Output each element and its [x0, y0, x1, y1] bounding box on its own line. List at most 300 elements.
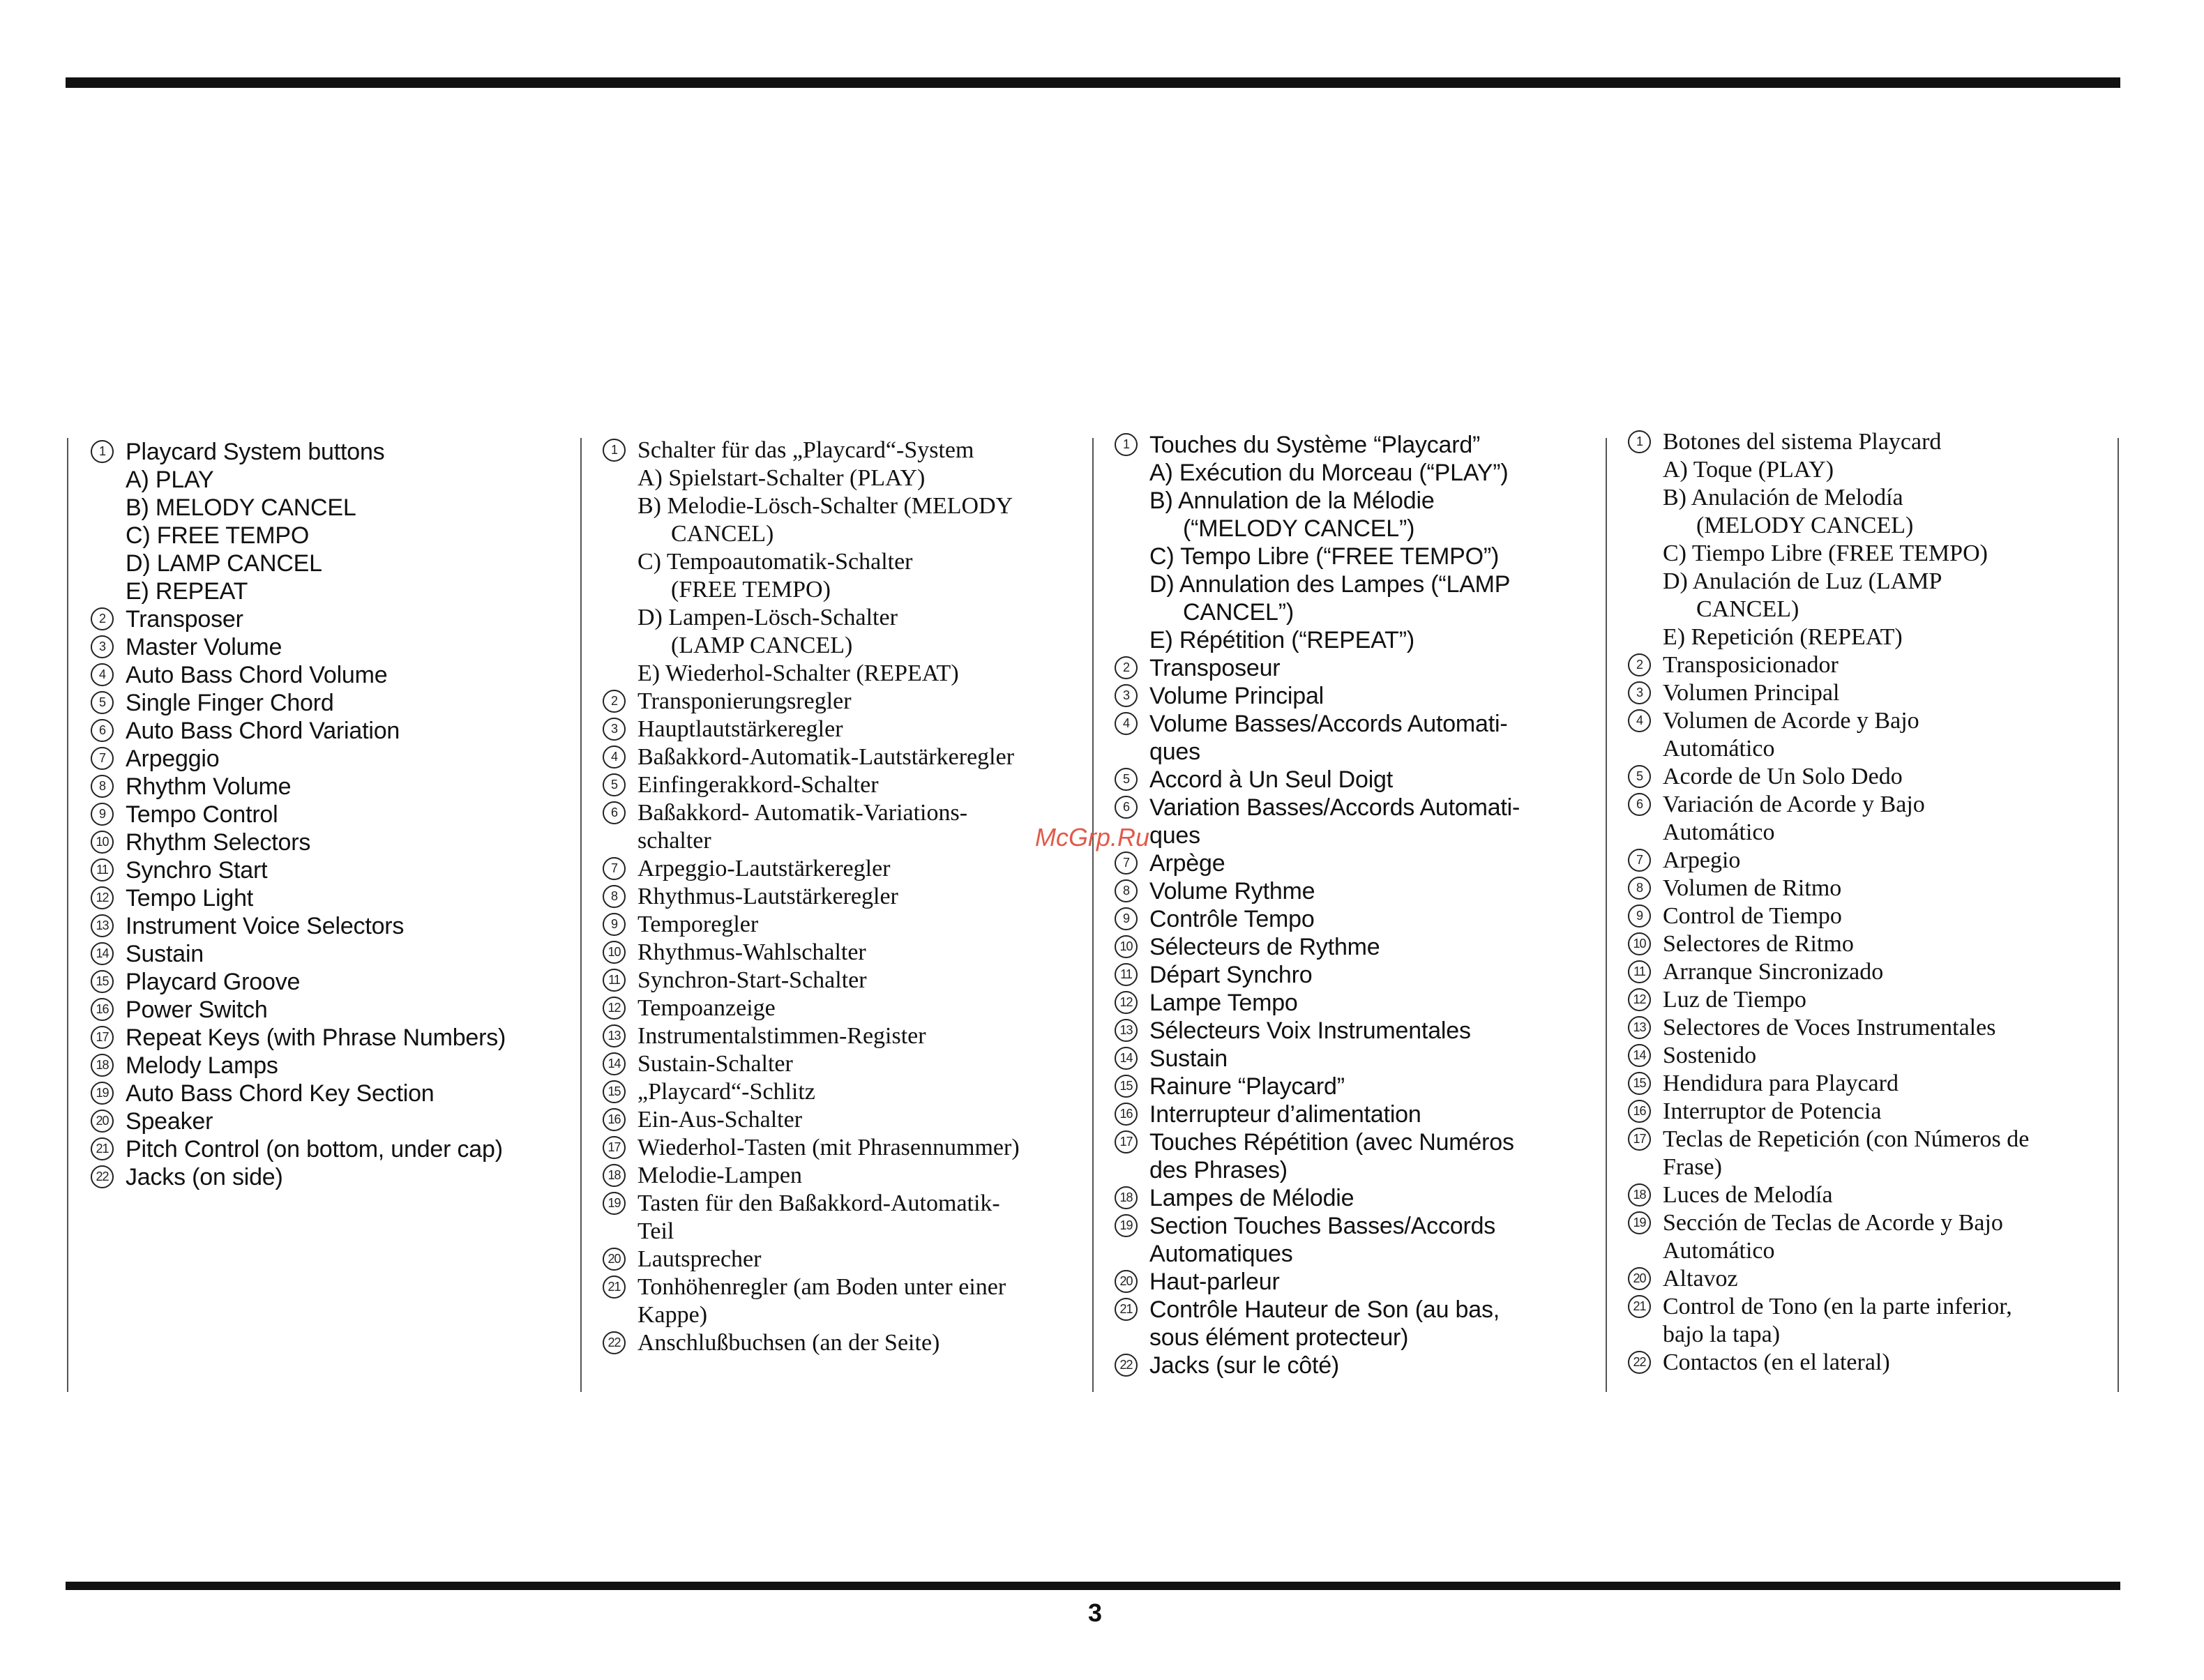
- legend-item: [1115, 961, 1596, 989]
- legend-item: [603, 911, 1084, 939]
- item-label: Synchron-Start-Schalter: [637, 967, 867, 993]
- legend-item: [1115, 1100, 1596, 1128]
- item-number-badge: 20: [603, 1248, 626, 1271]
- item-number-badge: 5: [1115, 768, 1138, 791]
- legend-item: [1115, 849, 1596, 877]
- legend-item: [603, 1190, 1084, 1218]
- item-label: Sostenido: [1663, 1043, 1757, 1068]
- item-label: Contrôle Hauteur de Son (au bas,: [1149, 1296, 1500, 1323]
- legend-continuation: ques: [1149, 739, 1200, 765]
- item-label: Teclas de Repetición (con Números de: [1663, 1126, 2030, 1152]
- item-number-badge: 2: [603, 690, 626, 713]
- item-label: Auto Bass Chord Volume: [126, 662, 388, 688]
- item-label: Rhythmus-Wahlschalter: [637, 939, 866, 965]
- legend-continuation: CANCEL”): [1183, 599, 1294, 626]
- item-number-badge: 20: [91, 1110, 114, 1133]
- legend-item: [1628, 1293, 2109, 1321]
- item-number-badge: 15: [1628, 1072, 1651, 1095]
- item-label: Départ Synchro: [1149, 962, 1313, 988]
- item-number-badge: 9: [91, 803, 114, 826]
- item-number-badge: 14: [1628, 1044, 1651, 1067]
- legend-continuation: CANCEL): [1696, 596, 1799, 622]
- item-label: Speaker: [126, 1108, 213, 1135]
- item-number-badge: 11: [603, 969, 626, 992]
- item-number-badge: 13: [1115, 1019, 1138, 1042]
- legend-item: [603, 1329, 1084, 1357]
- item-label: Lampe Tempo: [1149, 990, 1298, 1016]
- legend-item: [1115, 766, 1596, 794]
- legend-item: [603, 855, 1084, 883]
- legend-item: [603, 883, 1084, 911]
- legend-continuation: (LAMP CANCEL): [671, 633, 853, 658]
- item-number-badge: 17: [603, 1136, 626, 1159]
- item-number-badge: 8: [603, 885, 626, 908]
- item-number-badge: 16: [91, 998, 114, 1021]
- item-number-badge: 15: [91, 970, 114, 993]
- legend-subitem: B) Annulation de la Mélodie: [1149, 487, 1435, 514]
- legend-item: [91, 661, 572, 689]
- legend-item: [1628, 707, 2109, 735]
- item-label: Tasten für den Baßakkord-Automatik-: [637, 1190, 1000, 1216]
- legend-item: [1115, 1073, 1596, 1100]
- item-label: Tempoanzeige: [637, 995, 776, 1021]
- item-number-badge: 7: [603, 857, 626, 880]
- item-number-badge: 9: [1628, 905, 1651, 928]
- item-number-badge: 1: [91, 440, 114, 463]
- legend-subitem: A) Spielstart-Schalter (PLAY): [637, 465, 926, 491]
- item-number-badge: 19: [91, 1082, 114, 1105]
- legend-subitem: C) Tempo Libre (“FREE TEMPO”): [1149, 543, 1500, 570]
- legend-item: [603, 688, 1084, 716]
- item-label: Repeat Keys (with Phrase Numbers): [126, 1024, 506, 1051]
- legend-continuation: Automatiques: [1149, 1241, 1293, 1267]
- item-number-badge: 16: [603, 1108, 626, 1131]
- item-label: Selectores de Voces Instrumentales: [1663, 1015, 1996, 1040]
- item-label: Jacks (sur le côté): [1149, 1352, 1340, 1379]
- legend-subitem: E) REPEAT: [126, 578, 248, 605]
- legend-item: [91, 689, 572, 717]
- item-number-badge: 2: [1628, 653, 1651, 676]
- legend-item: [1115, 794, 1596, 822]
- legend-item: [91, 828, 572, 856]
- legend-item: [603, 743, 1084, 771]
- legend-item: [1628, 1181, 2109, 1209]
- item-label: Tempo Control: [126, 801, 278, 828]
- legend-continuation: sous élément protecteur): [1149, 1324, 1409, 1351]
- legend-item: [1628, 958, 2109, 986]
- item-number-badge: 20: [1628, 1267, 1651, 1290]
- item-number-badge: 19: [603, 1192, 626, 1215]
- legend-item: [1628, 763, 2109, 791]
- legend-item: [603, 994, 1084, 1022]
- item-number-badge: 1: [1115, 433, 1138, 456]
- column-separator: [1606, 438, 1607, 1392]
- item-number-badge: 12: [603, 997, 626, 1020]
- item-label: Auto Bass Chord Variation: [126, 718, 400, 744]
- item-label: „Playcard“-Schlitz: [637, 1079, 815, 1105]
- legend-item: [1115, 1184, 1596, 1212]
- item-label: Baßakkord- Automatik-Variations-: [637, 800, 968, 826]
- legend-item: [91, 1135, 572, 1163]
- item-label: Synchro Start: [126, 857, 268, 884]
- legend-subitem: E) Repetición (REPEAT): [1663, 624, 1903, 650]
- legend-continuation: (FREE TEMPO): [671, 577, 831, 603]
- legend-item: [1115, 654, 1596, 682]
- legend-item: [603, 1022, 1084, 1050]
- item-number-badge: 8: [1115, 879, 1138, 902]
- item-number-badge: 21: [603, 1276, 626, 1299]
- item-label: Volume Rythme: [1149, 878, 1315, 905]
- item-label: Instrumentalstimmen-Register: [637, 1023, 926, 1049]
- item-number-badge: 17: [1628, 1128, 1651, 1151]
- item-number-badge: 18: [1115, 1186, 1138, 1209]
- item-label: Sección de Teclas de Acorde y Bajo: [1663, 1210, 2003, 1236]
- item-label: Sélecteurs Voix Instrumentales: [1149, 1017, 1471, 1044]
- item-label: Power Switch: [126, 997, 268, 1023]
- legend-item: [1115, 1352, 1596, 1379]
- legend-item: [1115, 682, 1596, 710]
- item-label: Jacks (on side): [126, 1164, 283, 1190]
- item-label: Tonhöhenregler (am Boden unter einer: [637, 1274, 1006, 1300]
- item-label: Lampes de Mélodie: [1149, 1185, 1354, 1211]
- item-number-badge: 12: [91, 886, 114, 909]
- legend-item: [1115, 877, 1596, 905]
- legend-item: [1628, 428, 2109, 456]
- legend-item: [1628, 679, 2109, 707]
- legend-item: [1628, 1014, 2109, 1042]
- legend-item: [91, 912, 572, 940]
- item-label: Einfingerakkord-Schalter: [637, 772, 879, 798]
- item-number-badge: 5: [603, 773, 626, 796]
- legend-subitem: B) MELODY CANCEL: [126, 494, 356, 521]
- legend-subitem: D) LAMP CANCEL: [126, 550, 322, 577]
- item-label: Botones del sistema Playcard: [1663, 429, 1942, 455]
- column-german: [603, 437, 1084, 1357]
- item-number-badge: 18: [91, 1054, 114, 1077]
- item-label: Auto Bass Chord Key Section: [126, 1080, 435, 1107]
- item-number-badge: 8: [91, 775, 114, 798]
- legend-item: [603, 1246, 1084, 1273]
- item-label: Melodie-Lampen: [637, 1163, 803, 1188]
- legend-item: [91, 633, 572, 661]
- item-number-badge: 7: [1115, 852, 1138, 875]
- item-number-badge: 19: [1115, 1214, 1138, 1237]
- legend-continuation: CANCEL): [671, 521, 774, 547]
- item-label: Accord à Un Seul Doigt: [1149, 766, 1393, 793]
- item-number-badge: 13: [603, 1024, 626, 1047]
- item-number-badge: 14: [91, 942, 114, 965]
- item-number-badge: 7: [1628, 849, 1651, 872]
- top-rule: [66, 77, 2120, 88]
- column-separator: [2118, 438, 2119, 1392]
- legend-item: [1115, 1045, 1596, 1073]
- legend-subitem: B) Melodie-Lösch-Schalter (MELODY: [637, 493, 1013, 519]
- legend-item: [1628, 1070, 2109, 1098]
- item-label: Control de Tono (en la parte inferior,: [1663, 1294, 2012, 1319]
- legend-continuation: Automático: [1663, 736, 1775, 762]
- item-number-badge: 13: [91, 914, 114, 937]
- item-number-badge: 15: [603, 1080, 626, 1103]
- legend-continuation: schalter: [637, 828, 711, 854]
- item-number-badge: 3: [1115, 684, 1138, 707]
- legend-item: [1115, 1017, 1596, 1045]
- item-label: Altavoz: [1663, 1266, 1738, 1292]
- legend-item: [603, 1106, 1084, 1134]
- item-number-badge: 1: [603, 439, 626, 462]
- item-number-badge: 11: [1115, 963, 1138, 986]
- legend-item: [603, 799, 1084, 827]
- item-label: Playcard System buttons: [126, 439, 385, 465]
- item-label: Hendidura para Playcard: [1663, 1070, 1899, 1096]
- item-number-badge: 15: [1115, 1075, 1138, 1098]
- legend-continuation: ques: [1149, 822, 1200, 849]
- item-label: Interrupteur d’alimentation: [1149, 1101, 1421, 1128]
- item-number-badge: 22: [91, 1165, 114, 1188]
- item-number-badge: 22: [1115, 1354, 1138, 1377]
- item-label: Playcard Groove: [126, 969, 301, 995]
- item-number-badge: 22: [603, 1331, 626, 1354]
- item-number-badge: 11: [91, 858, 114, 881]
- item-number-badge: 18: [603, 1164, 626, 1187]
- legend-subitem: A) Toque (PLAY): [1663, 457, 1834, 483]
- legend-continuation: des Phrases): [1149, 1157, 1288, 1183]
- legend-item: [1628, 651, 2109, 679]
- item-label: Volume Basses/Accords Automati-: [1149, 711, 1508, 737]
- item-label: Sustain: [1149, 1045, 1228, 1072]
- legend-item: [603, 437, 1084, 464]
- column-separator: [67, 438, 68, 1392]
- item-label: Haut-parleur: [1149, 1269, 1280, 1295]
- item-label: Temporegler: [637, 911, 759, 937]
- legend-item: [1628, 1349, 2109, 1377]
- legend-continuation: Kappe): [637, 1302, 708, 1328]
- item-label: Touches Répétition (avec Numéros: [1149, 1129, 1514, 1156]
- column-french: [1115, 431, 1596, 1379]
- item-label: Touches du Système “Playcard”: [1149, 432, 1481, 458]
- item-number-badge: 1: [1628, 430, 1651, 453]
- legend-subitem: A) PLAY: [126, 467, 214, 493]
- item-number-badge: 14: [1115, 1047, 1138, 1070]
- item-label: Variación de Acorde y Bajo: [1663, 792, 1925, 817]
- legend-item: [1628, 1209, 2109, 1237]
- item-number-badge: 20: [1115, 1270, 1138, 1293]
- legend-item: [1628, 930, 2109, 958]
- item-number-badge: 3: [603, 718, 626, 741]
- legend-subitem: E) Répétition (“REPEAT”): [1149, 627, 1414, 653]
- item-label: Transponierungsregler: [637, 688, 852, 714]
- item-number-badge: 10: [91, 831, 114, 854]
- legend-item: [1115, 905, 1596, 933]
- item-number-badge: 3: [1628, 681, 1651, 704]
- legend-item: [91, 968, 572, 996]
- column-spanish: [1628, 428, 2109, 1377]
- item-label: Instrument Voice Selectors: [126, 913, 405, 939]
- column-separator: [1092, 438, 1094, 1392]
- legend-subitem: D) Lampen-Lösch-Schalter: [637, 605, 898, 630]
- legend-subitem: C) Tiempo Libre (FREE TEMPO): [1663, 540, 1988, 566]
- item-label: Selectores de Ritmo: [1663, 931, 1854, 957]
- item-label: Anschlußbuchsen (an der Seite): [637, 1330, 940, 1356]
- item-number-badge: 12: [1628, 988, 1651, 1011]
- legend-item: [1628, 902, 2109, 930]
- item-label: Wiederhol-Tasten (mit Phrasennummer): [637, 1135, 1020, 1160]
- legend-item: [91, 605, 572, 633]
- item-label: Tempo Light: [126, 885, 254, 911]
- legend-continuation: Teil: [637, 1218, 674, 1244]
- item-number-badge: 4: [1115, 712, 1138, 735]
- item-number-badge: 4: [91, 663, 114, 686]
- item-number-badge: 21: [1628, 1295, 1651, 1318]
- item-number-badge: 2: [91, 607, 114, 630]
- item-label: Arpeggio: [126, 746, 220, 772]
- legend-subitem: C) Tempoautomatik-Schalter: [637, 549, 913, 575]
- item-number-badge: 10: [1628, 932, 1651, 955]
- item-label: Transposeur: [1149, 655, 1281, 681]
- legend-item: [1628, 847, 2109, 875]
- item-label: Master Volume: [126, 634, 282, 660]
- page-number: 3: [1087, 1598, 1103, 1627]
- legend-subitem: D) Annulation des Lampes (“LAMP: [1149, 571, 1511, 598]
- item-label: Lautsprecher: [637, 1246, 762, 1272]
- item-number-badge: 6: [1115, 796, 1138, 819]
- item-label: Sélecteurs de Rythme: [1149, 934, 1380, 960]
- legend-item: [91, 773, 572, 801]
- item-label: Volumen de Acorde y Bajo: [1663, 708, 1919, 734]
- legend-item: [603, 1162, 1084, 1190]
- item-label: Rhythm Volume: [126, 773, 292, 800]
- legend-continuation: bajo la tapa): [1663, 1322, 1781, 1347]
- legend-continuation: Frase): [1663, 1154, 1722, 1180]
- legend-subitem: C) FREE TEMPO: [126, 522, 310, 549]
- item-number-badge: 22: [1628, 1351, 1651, 1374]
- legend-item: [1115, 1212, 1596, 1240]
- item-label: Rhythmus-Lautstärkeregler: [637, 884, 898, 909]
- item-label: Section Touches Basses/Accords: [1149, 1213, 1496, 1239]
- legend-item: [1628, 1265, 2109, 1293]
- item-label: Interruptor de Potencia: [1663, 1098, 1882, 1124]
- legend-item: [603, 967, 1084, 994]
- item-label: Baßakkord-Automatik-Lautstärkeregler: [637, 744, 1015, 770]
- item-number-badge: 6: [1628, 793, 1651, 816]
- legend-subitem: A) Exécution du Morceau (“PLAY”): [1149, 460, 1509, 486]
- item-number-badge: 8: [1628, 877, 1651, 900]
- item-number-badge: 18: [1628, 1183, 1651, 1206]
- legend-item: [91, 745, 572, 773]
- item-label: Volume Principal: [1149, 683, 1324, 709]
- item-label: Volumen de Ritmo: [1663, 875, 1842, 901]
- legend-item: [1628, 1126, 2109, 1153]
- legend-item: [91, 856, 572, 884]
- item-label: Melody Lamps: [126, 1052, 278, 1079]
- legend-item: [1115, 933, 1596, 961]
- legend-continuation: Automático: [1663, 819, 1775, 845]
- legend-item: [91, 1024, 572, 1052]
- item-number-badge: 9: [603, 913, 626, 936]
- item-number-badge: 3: [91, 635, 114, 658]
- item-label: Transposicionador: [1663, 652, 1839, 678]
- item-number-badge: 6: [91, 719, 114, 742]
- legend-item: [91, 1163, 572, 1191]
- legend-item: [1115, 1268, 1596, 1296]
- item-number-badge: 21: [91, 1137, 114, 1160]
- legend-item: [1628, 986, 2109, 1014]
- item-label: Rhythm Selectors: [126, 829, 311, 856]
- legend-continuation: (MELODY CANCEL): [1696, 513, 1914, 538]
- legend-item: [603, 1050, 1084, 1078]
- item-number-badge: 14: [603, 1052, 626, 1075]
- legend-continuation: (“MELODY CANCEL”): [1183, 515, 1415, 542]
- item-number-badge: 5: [91, 691, 114, 714]
- item-number-badge: 10: [1115, 935, 1138, 958]
- item-number-badge: 19: [1628, 1211, 1651, 1234]
- legend-item: [1628, 875, 2109, 902]
- legend-item: [91, 940, 572, 968]
- bottom-rule: [66, 1582, 2120, 1590]
- item-number-badge: 11: [1628, 960, 1651, 983]
- legend-item: [91, 1080, 572, 1107]
- item-label: Sustain-Schalter: [637, 1051, 793, 1077]
- item-label: Ein-Aus-Schalter: [637, 1107, 803, 1133]
- legend-item: [1115, 1296, 1596, 1324]
- item-label: Arpège: [1149, 850, 1225, 877]
- legend-item: [1628, 1042, 2109, 1070]
- item-label: Pitch Control (on bottom, under cap): [126, 1136, 503, 1163]
- legend-item: [603, 716, 1084, 743]
- legend-subitem: E) Wiederhol-Schalter (REPEAT): [637, 660, 959, 686]
- legend-subitem: B) Anulación de Melodía: [1663, 485, 1903, 510]
- legend-item: [91, 1107, 572, 1135]
- item-label: Volumen Principal: [1663, 680, 1840, 706]
- legend-item: [1115, 431, 1596, 459]
- legend-item: [91, 801, 572, 828]
- item-number-badge: 16: [1115, 1103, 1138, 1126]
- item-label: Transposer: [126, 606, 243, 633]
- item-label: Luz de Tiempo: [1663, 987, 1806, 1013]
- item-number-badge: 4: [1628, 709, 1651, 732]
- legend-item: [1115, 989, 1596, 1017]
- item-label: Sustain: [126, 941, 204, 967]
- legend-continuation: Automático: [1663, 1238, 1775, 1264]
- item-number-badge: 12: [1115, 991, 1138, 1014]
- item-number-badge: 13: [1628, 1016, 1651, 1039]
- item-number-badge: 6: [603, 801, 626, 824]
- legend-item: [91, 996, 572, 1024]
- legend-item: [91, 717, 572, 745]
- item-label: Hauptlautstärkeregler: [637, 716, 843, 742]
- item-number-badge: 4: [603, 746, 626, 769]
- item-number-badge: 2: [1115, 656, 1138, 679]
- legend-item: [603, 1134, 1084, 1162]
- item-label: Single Finger Chord: [126, 690, 334, 716]
- legend-item: [603, 939, 1084, 967]
- item-label: Arpeggio-Lautstärkeregler: [637, 856, 891, 881]
- item-label: Variation Basses/Accords Automati-: [1149, 794, 1520, 821]
- legend-item: [1628, 791, 2109, 819]
- item-number-badge: 17: [1115, 1130, 1138, 1153]
- legend-item: [91, 884, 572, 912]
- legend-item: [1628, 1098, 2109, 1126]
- item-label: Arranque Sincronizado: [1663, 959, 1884, 985]
- item-number-badge: 9: [1115, 907, 1138, 930]
- item-number-badge: 10: [603, 941, 626, 964]
- legend-item: [1115, 710, 1596, 738]
- item-label: Schalter für das „Playcard“-System: [637, 437, 974, 463]
- watermark: McGrp.Ru: [1035, 823, 1150, 852]
- item-number-badge: 17: [91, 1026, 114, 1049]
- item-number-badge: 21: [1115, 1298, 1138, 1321]
- column-separator: [580, 438, 582, 1392]
- item-label: Contactos (en el lateral): [1663, 1349, 1890, 1375]
